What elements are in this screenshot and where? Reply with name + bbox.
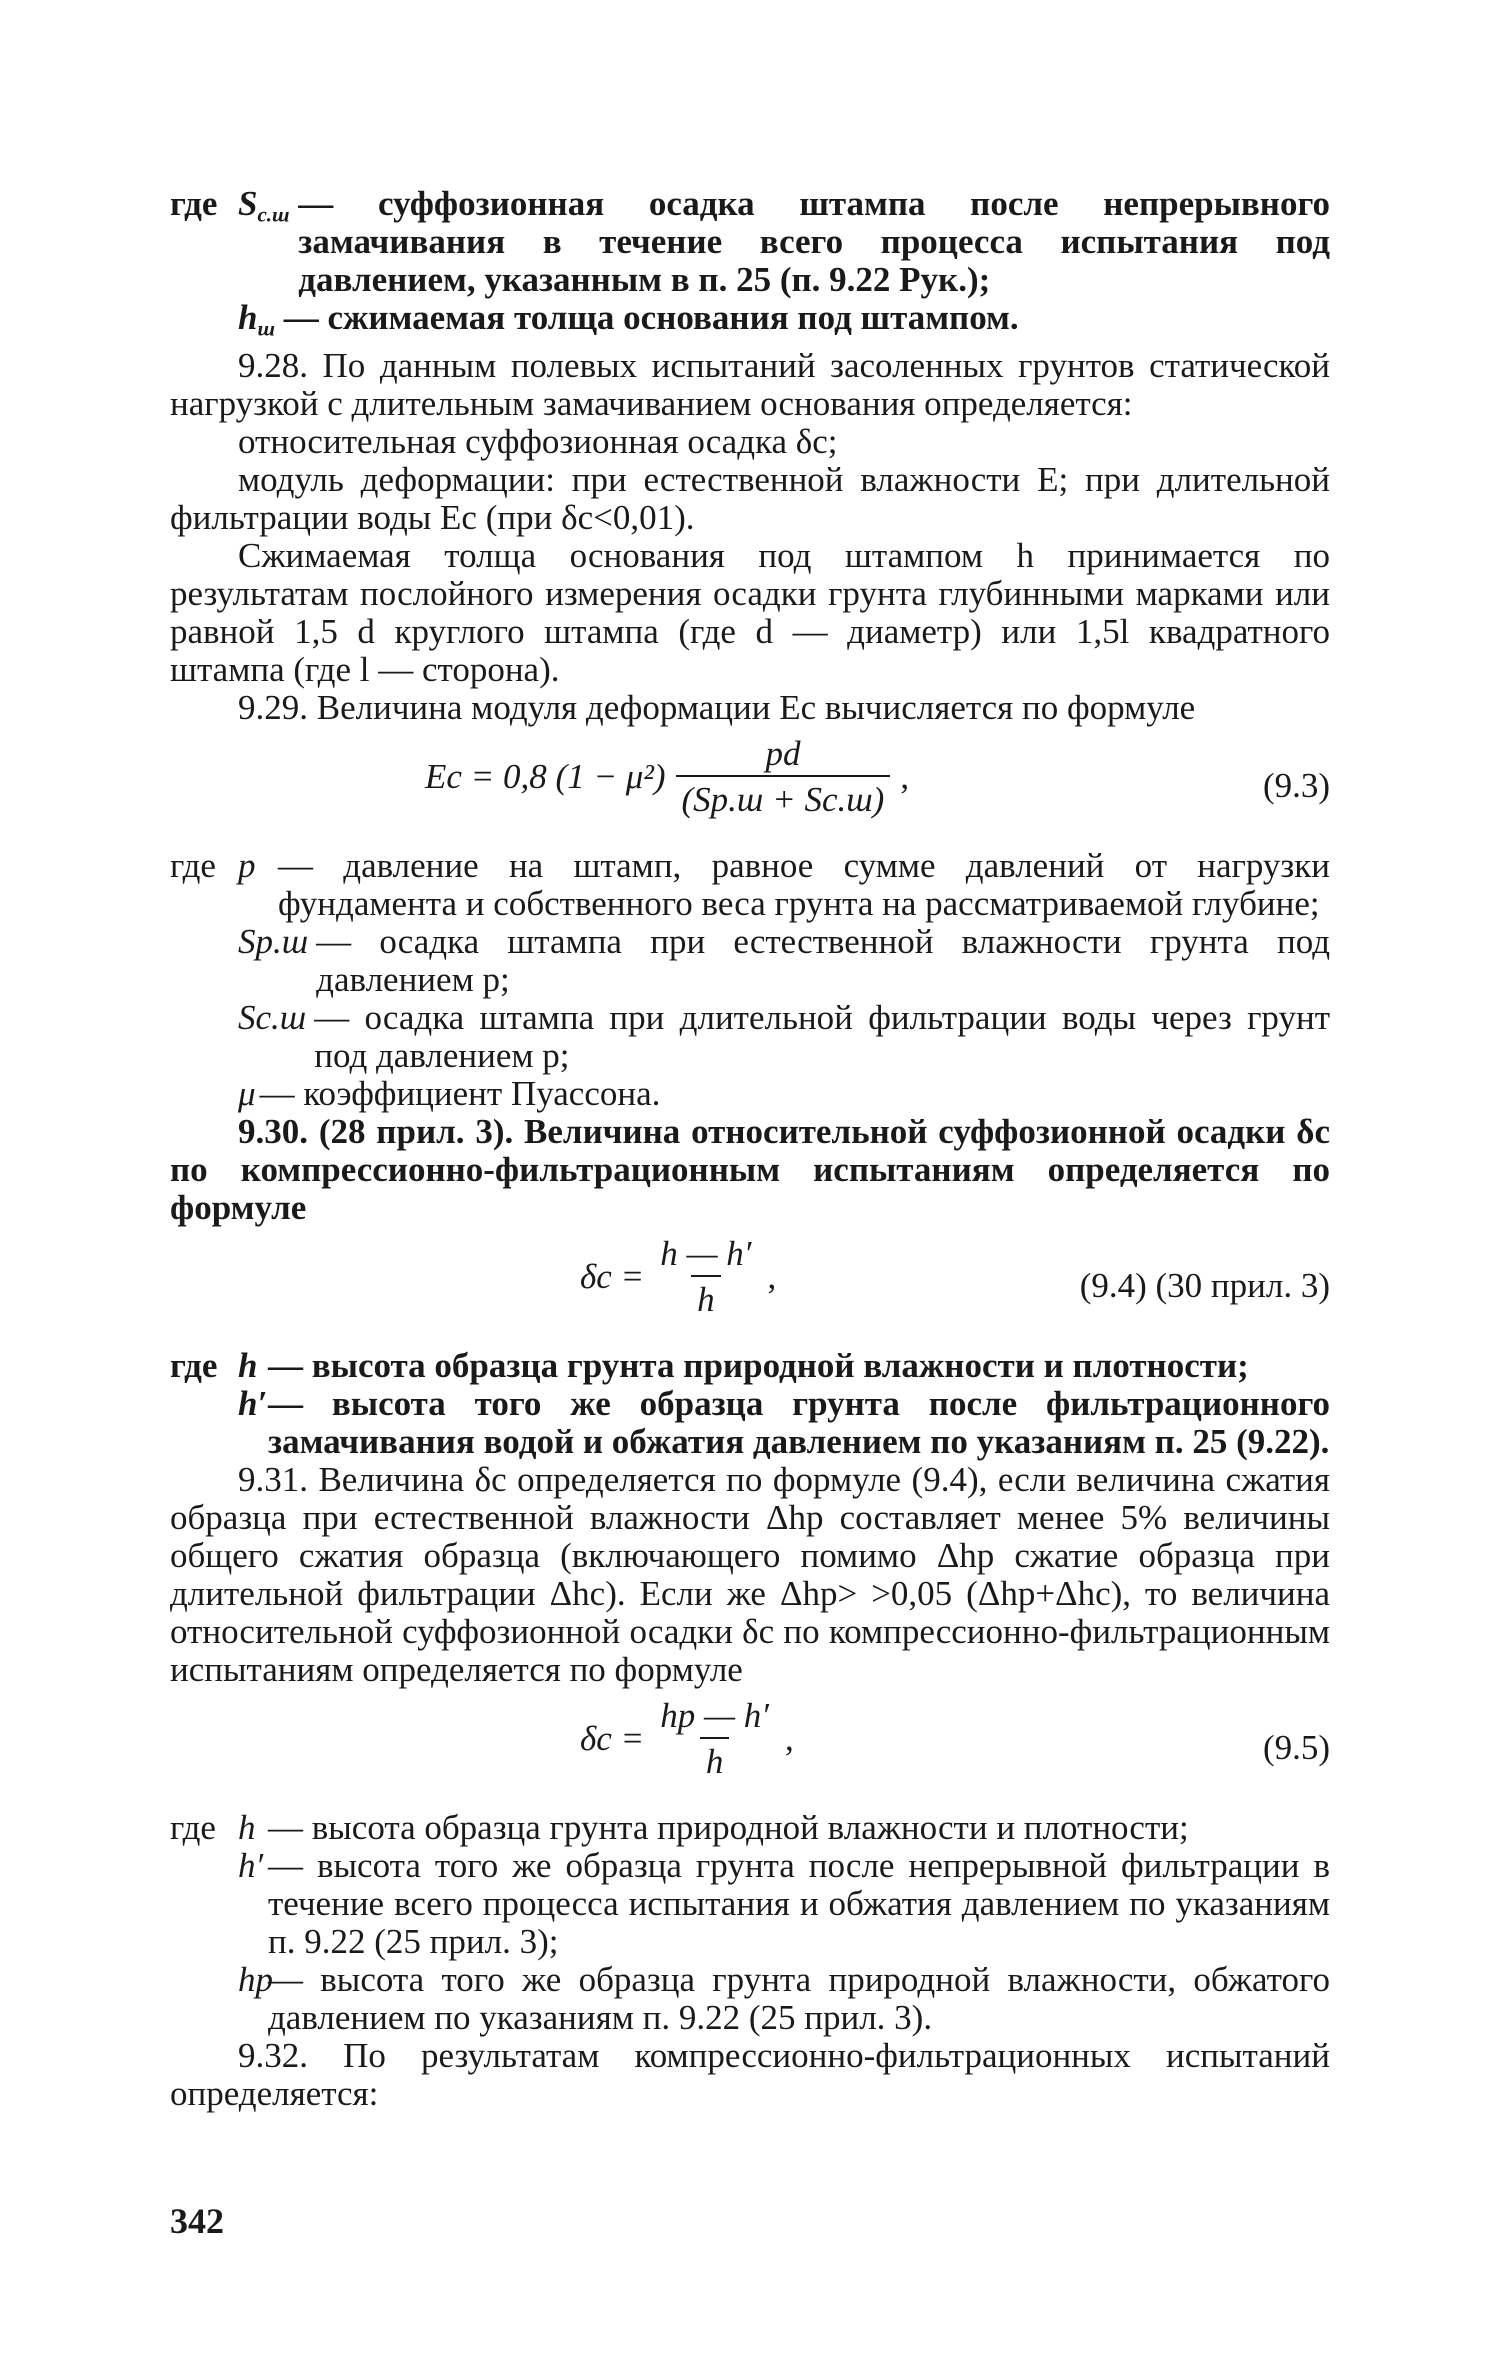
formula-lhs: Ec = 0,8 (1 − μ²) [425, 757, 666, 797]
definition-s-c-sh-2 [170, 999, 1330, 1075]
definition-s-r-sh [170, 923, 1330, 999]
definition-text: — давление на штамп, равное сумме давлений от нагрузки фундамента и собственного веса грунта на рассматриваемой глубине; [278, 846, 1330, 924]
equation-number: (9.5) [1262, 1728, 1330, 1768]
term-h-sh: $h_ш$ [238, 298, 275, 341]
paragraph-line: относительная суффозионная осадка δс; [238, 422, 838, 462]
term-h: h [238, 1346, 258, 1386]
term-mu: μ [238, 1074, 256, 1114]
equation-number: (9.4) (30 прил. 3) [1079, 1266, 1330, 1306]
paragraph-9-29: 9.29. Величина модуля деформации Ec вычисляется по формуле [238, 688, 1196, 728]
where-label: где [170, 184, 218, 223]
formula-numerator: hр — h′ [660, 1696, 769, 1736]
definition-text: — высота того же образца грунта после непрерывной фильтрации в течение всего процесса испытания и обжатия давлением по указаниям п. 9.22 (25 прил. 3); [268, 1846, 1330, 1962]
definition-text: — осадка штампа при естественной влажности грунта под давлением p; [316, 922, 1330, 1000]
definition-text: — суффозионная осадка штампа после непрерывного замачивания в течение всего процесса испытания под давлением, указанным в п. 25 (п. 9.22 Рук.); [298, 184, 1330, 299]
definition-h-prime [170, 1385, 1330, 1461]
formula-fraction [654, 1235, 757, 1319]
definition-text: — высота того же образца грунта природной влажности, обжатого давлением по указаниям п. 9.22 (25 прил. 3). [268, 1960, 1330, 2038]
definition-h-2 [170, 1809, 1330, 1847]
definition-mu [170, 1075, 1330, 1113]
formula-fraction [654, 1697, 775, 1781]
definition-text: — высота того же образца грунта после фильтрационного замачивания водой и обжатия давлением по указаниям п. 25 (9.22). [268, 1384, 1330, 1462]
paragraph-line: модуль деформации: при естественной влажности E; при длительной фильтрации воды Ec (при δc<0,01). [170, 460, 1330, 538]
paragraph-9-28: 9.28. По данным полевых испытаний засоленных грунтов статической нагрузкой с длительным замачиванием основания определяется: [170, 346, 1330, 424]
formula-9-4: δc = $\frac{h — h'}{h}$ , (9.4) (30 прил. 3) [580, 1234, 1330, 1320]
formula-9-3: Ec = 0,8 (1 − μ²) $\frac{pd}{(Sр.ш + Sс.ш)}$ , (9.3) [425, 734, 1330, 820]
paragraph-9-30: 9.30. (28 прил. 3). Величина относительной суффозионной осадки δc по компрессионно-фильтрационным испытаниям определяется по формуле [170, 1112, 1330, 1228]
page-number: 342 [170, 2201, 224, 2241]
term-s-c-sh: $S_{с.ш}$ [238, 184, 290, 227]
definition-s-c-sh [170, 185, 1330, 299]
formula-lhs: δc = [580, 1719, 645, 1759]
definition-h-r [170, 1961, 1330, 2037]
formula-denominator: h [691, 1275, 721, 1319]
where-label: где [170, 1346, 218, 1386]
formula-lhs: δc = [580, 1257, 645, 1297]
formula-denominator: (Sр.ш + Sс.ш) [676, 775, 891, 819]
definition-text: — коэффициент Пуассона. [259, 1074, 661, 1114]
term-s-r-sh: Sр.ш [238, 922, 309, 962]
formula-denominator: h [700, 1737, 730, 1781]
formula-numerator: pd [765, 734, 801, 774]
where-label: где [170, 1808, 216, 1848]
page-body [170, 185, 1330, 2113]
definition-p [170, 847, 1330, 923]
formula-fraction [676, 735, 891, 819]
definition-h-sh [170, 299, 1330, 347]
definition-h-prime-2 [170, 1847, 1330, 1961]
paragraph-line: Сжимаемая толща основания под штампом h принимается по результатам послойного измерения осадки грунта глубинными марками или равной 1,5 d круглого штампа (где d — диаметр) или 1,5l квадратного штампа (где l — сторона). [170, 536, 1330, 690]
term-p: p [238, 846, 256, 886]
equation-number: (9.3) [1262, 766, 1330, 806]
definition-h [170, 1347, 1330, 1385]
term-h-r: hр [238, 1960, 273, 2000]
definition-text: — осадка штампа при длительной фильтрации воды через грунт под давлением p; [314, 998, 1330, 1076]
formula-9-5: δc = $\frac{hр — h'}{h}$ , (9.5) [580, 1696, 1330, 1782]
definition-text: — сжимаемая толща основания под штампом. [283, 298, 1019, 337]
term-h-prime: h′ [238, 1846, 264, 1886]
definition-text: — высота образца грунта природной влажности и плотности; [268, 1808, 1189, 1848]
formula-numerator: h — h′ [660, 1234, 752, 1274]
paragraph-9-31: 9.31. Величина δc определяется по формуле (9.4), если величина сжатия образца при естественной влажности Δhр составляет менее 5% величины общего сжатия образца (включающего помимо Δhр сжатие образца при длительной фильтрации Δhc). Если же Δhр> >0,05 (Δhр+Δhc), то величина относительной суффозионной осадки δc по компрессионно-фильтрационным испытаниям определяется по формуле [170, 1460, 1330, 1690]
term-s-c-sh: Sс.ш [238, 998, 307, 1038]
where-label: где [170, 846, 216, 886]
term-h-prime: h′ [238, 1384, 268, 1424]
term-h: h [238, 1808, 256, 1848]
definition-text: — высота образца грунта природной влажности и плотности; [268, 1346, 1249, 1386]
paragraph-9-32: 9.32. По результатам компрессионно-фильтрационных испытаний определяется: [170, 2036, 1330, 2114]
